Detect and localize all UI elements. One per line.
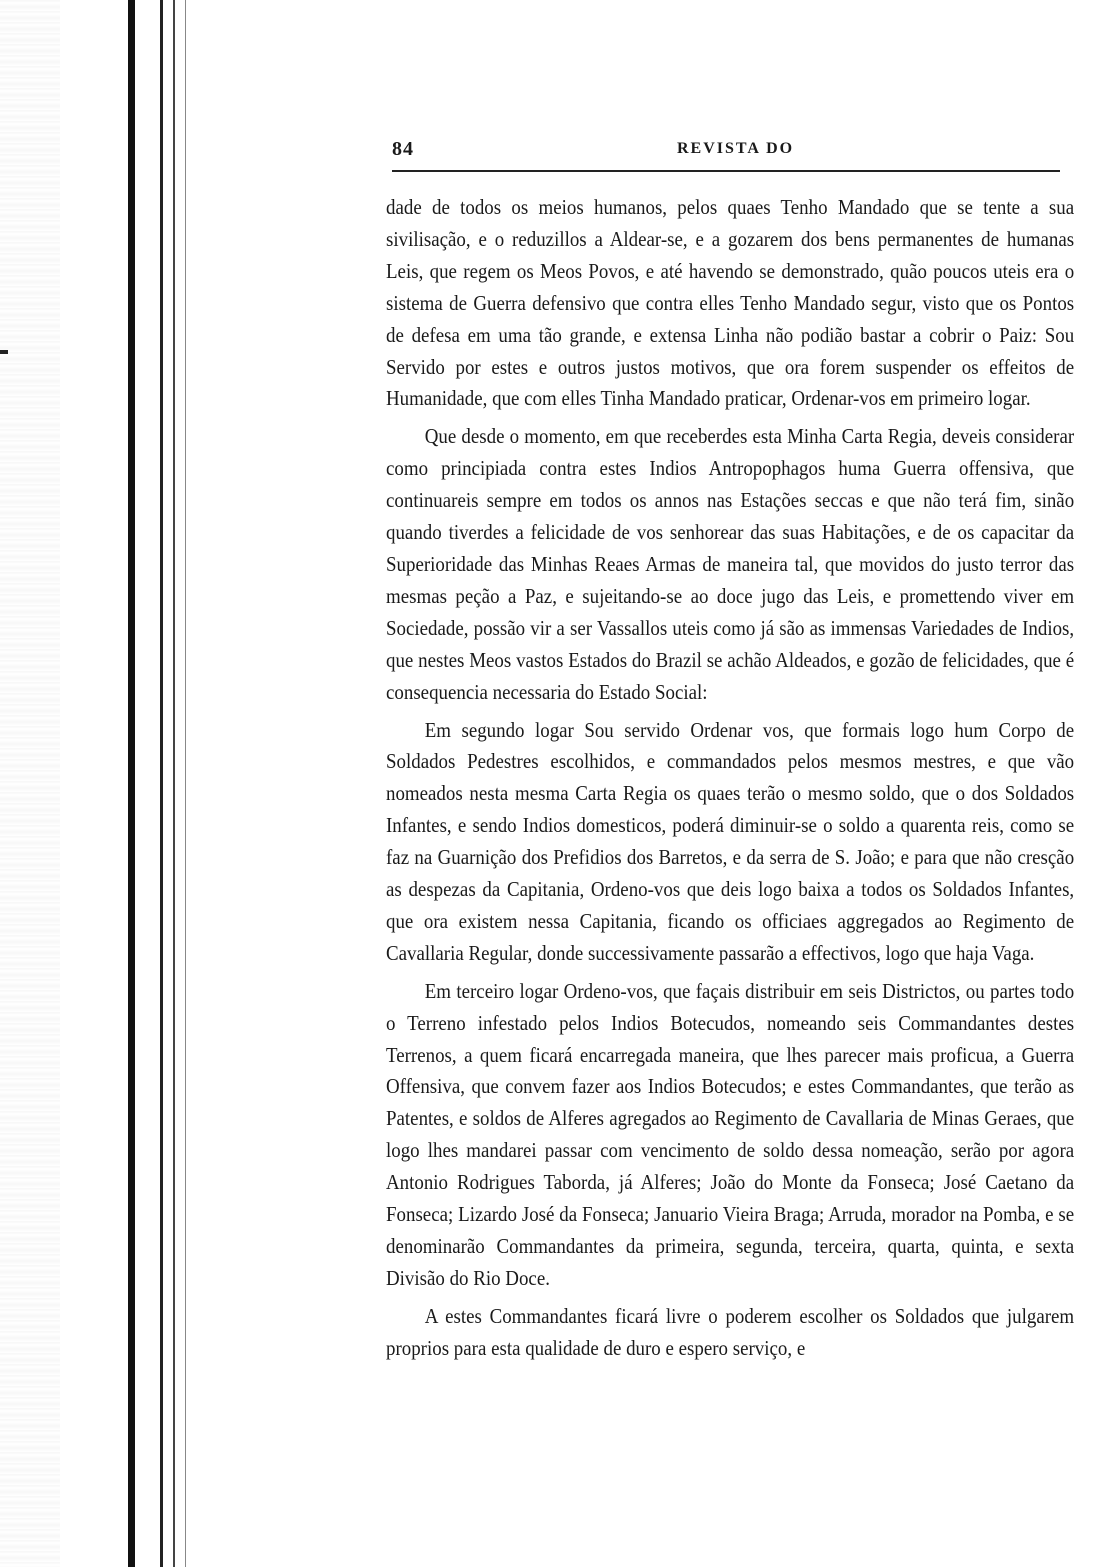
paragraph: Que desde o momento, em que receberdes esta Minha Carta Regia, deveis considerar como principiada contra estes Indios Antropophagos huma Guerra offensiva, que continuareis sempre em todos os annos nas Estações seccas e que não terá fim, sinão quando tiverdes a felicidade de vos senhorear das suas Habitações, e de os capacitar da Superioridade das Minhas Reaes Armas de maneira tal, que movidos do justo terror das mesmas peção a Paz, e sujeitando-se ao doce jugo das Leis, e promettendo viver em Sociedade, possão vir a ser Vassallos uteis como já são as immensas Variedades de Indios, que nestes Meos vastos Estados do Brazil se achão Aldeados, e gozão de felicidades, que é consequencia necessaria do Estado Social:: [386, 424, 1075, 704]
book-binding-line: [185, 0, 186, 1567]
paragraph: A estes Commandantes ficará livre o poderem escolher os Soldados que julgarem proprios para esta qualidade de duro e espero serviço, e: [386, 1303, 1075, 1360]
scan-artifact-mark: [0, 350, 8, 354]
book-binding-line: [160, 0, 163, 1567]
header-rule: [392, 170, 1060, 172]
page-header: [392, 138, 1060, 160]
paragraph: Em terceiro logar Ordeno-vos, que façais distribuir em seis Districtos, ou partes todo o Terreno infestado pelos Indios Botecudos, nomeando seis Commandantes destes Terrenos, a quem ficará encarregada maneira, que lhes parecer mais proficua, a Guerra Offensiva, que convem fazer aos Indios Botecudos; e estes Commandantes, que terão as Patentes, e soldos de Alferes agregados ao Regimento de Cavallaria de Minas Geraes, que logo lhes mandarei passar com vencimento de soldo dessa nomeação, serão por agora Antonio Rodrigues Taborda, já Alferes; João do Monte da Fonseca; José Caetano da Fonseca; Lizardo José da Fonseca; Januario Vieira Braga; Arruda, morador na Pomba, e se denominarão Commandantes da primeira, segunda, terceira, quarta, quinta, e sexta Divisão do Rio Doce.: [386, 978, 1075, 1290]
running-head: REVISTA DO: [677, 140, 795, 157]
book-binding-line: [173, 0, 175, 1567]
page-body-text: [386, 192, 1074, 1365]
scan-gutter-shadow: [0, 0, 60, 1567]
page-number: 84: [392, 138, 414, 160]
paragraph: Em segundo logar Sou servido Ordenar vos, que formais logo hum Corpo de Soldados Pedestres escolhidos, e commandados pelos mesmos mestres, e que vão nomeados nesta mesma Carta Regia os quaes terão o mesmo soldo, que o dos Soldados Infantes, e sendo Indios domesticos, poderá diminuir-se o soldo a quarenta reis, como se faz na Guarnição dos Prefidios dos Barretos, e da serra de S. João; e para que não cresção as despezas da Capitania, Ordeno-vos que deis logo baixa a todos os Soldados Infantes, que ora existem nessa Capitania, ficando os officiaes aggregados ao Regimento de Cavallaria Regular, donde successivamente passarão a effectivos, logo que haja Vaga.: [386, 717, 1075, 965]
book-binding-edge: [128, 0, 135, 1567]
paragraph: dade de todos os meios humanos, pelos quaes Tenho Mandado que se tente a sua sivilisação, e o reduzillos a Aldear-se, e a gozarem dos bens permanentes de humanas Leis, que regem os Meos Povos, e até havendo se demonstrado, quão poucos uteis era o sistema de Guerra defensivo que contra elles Tenho Mandado segur, visto que os Pontos de defesa em uma tão grande, e extensa Linha não podião bastar a cobrir o Paiz: Sou Servido por estes e outros justos motivos, que ora forem suspender os effeitos de Humanidade, que com elles Tinha Mandado praticar, Ordenar-vos em primeiro logar.: [386, 195, 1075, 411]
